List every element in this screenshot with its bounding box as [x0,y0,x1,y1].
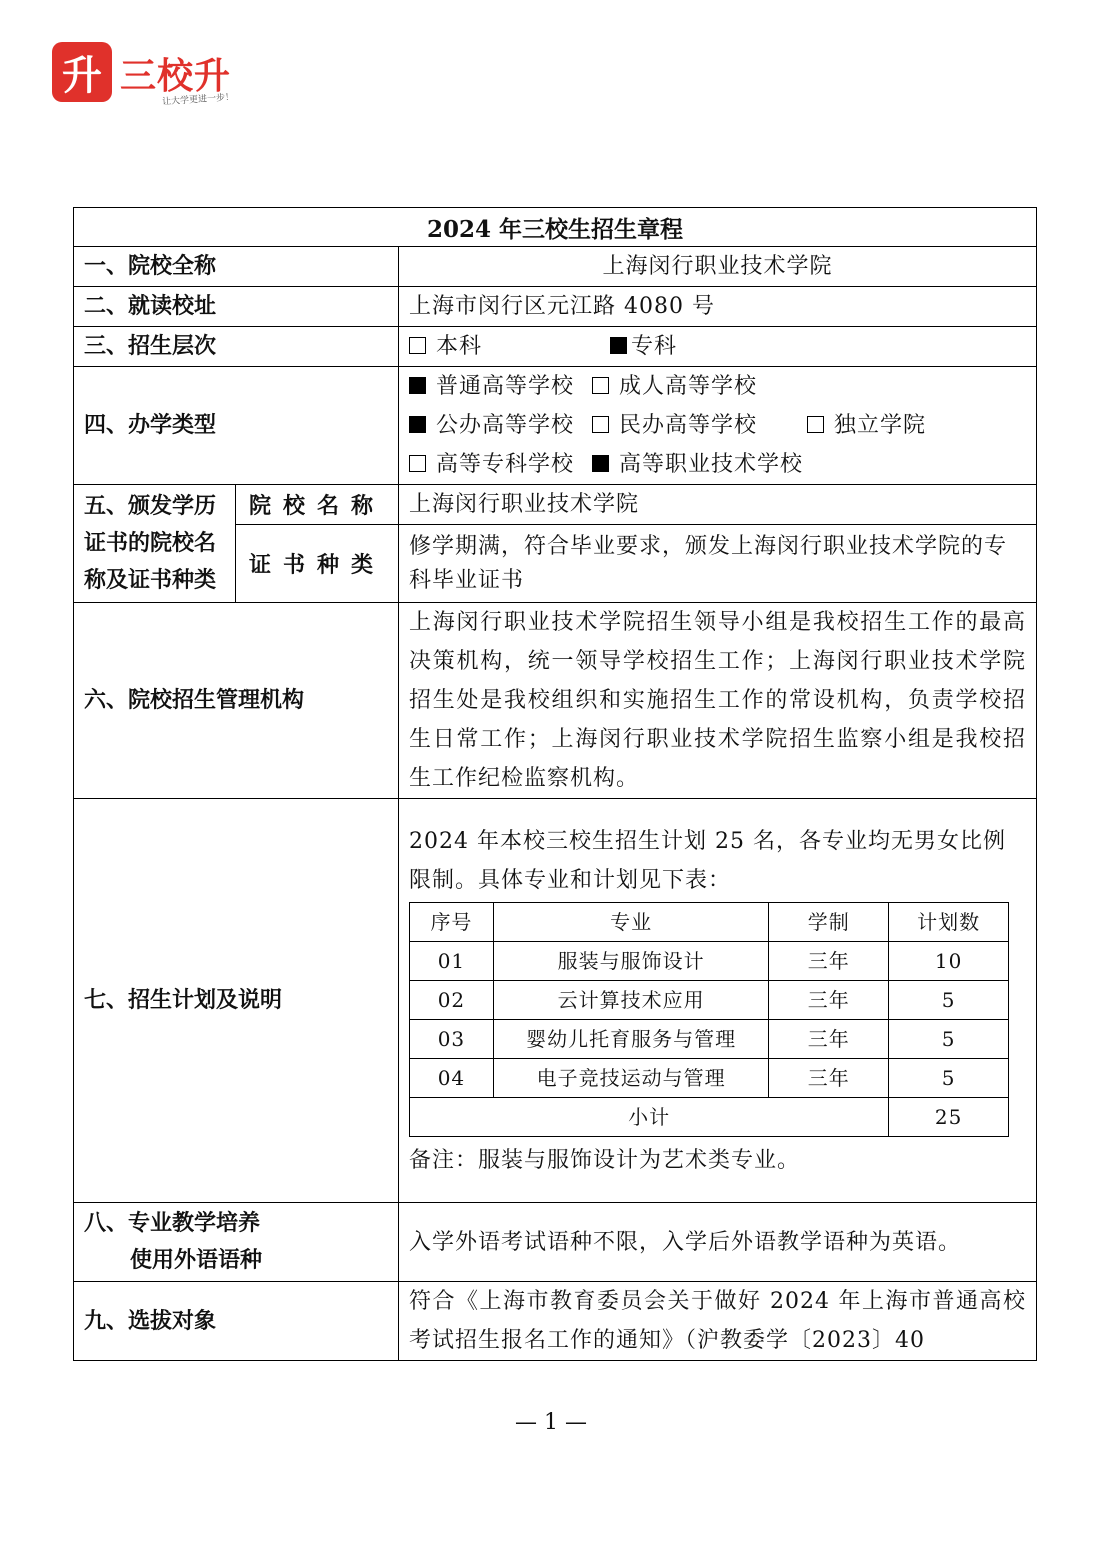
label-foreign-language [74,1203,399,1282]
plan-table [409,902,1009,1137]
value-school-type [399,367,1037,485]
table-row [410,941,1009,980]
cell-duration: 三年 [769,941,889,980]
checkbox-empty-icon [592,416,609,433]
cell-major: 婴幼儿托育服务与管理 [493,1019,768,1058]
logo-mark: 升 [52,42,112,102]
table-row [410,1019,1009,1058]
logo [52,42,252,112]
label-school-name: 一、院校全称 [74,247,399,287]
cell-no: 02 [410,980,494,1019]
value-issuer: 上海闵行职业技术学院 [399,485,1037,525]
checkbox-filled-icon [409,377,426,394]
cell-duration: 三年 [769,1019,889,1058]
cell-count: 10 [889,941,1009,980]
label-eligibility: 九、选拔对象 [74,1282,399,1361]
option-independent-college: 独立学院 [834,413,927,438]
option-junior-college: 专科 [631,334,678,359]
cell-major: 电子竞技运动与管理 [493,1058,768,1097]
value-eligibility: 符合《上海市教育委员会关于做好 2024 年上海市普通高校考试招生报名工作的通知》（沪教委学〔2023〕40 [399,1282,1037,1361]
table-row [410,980,1009,1019]
cell-major: 服装与服饰设计 [493,941,768,980]
option-public-college: 公办高等学校 [436,413,575,438]
option-adult-college: 成人高等学校 [619,374,758,399]
cell-duration: 三年 [769,1058,889,1097]
label-enrollment-plan: 七、招生计划及说明 [74,799,399,1203]
plan-intro: 2024 年本校三校生招生计划 25 名，各专业均无男女比例限制。具体专业和计划见下表： [409,828,1006,893]
label-level: 三、招生层次 [74,327,399,367]
value-admission-office: 上海闵行职业技术学院招生领导小组是我校招生工作的最高决策机构，统一领导学校招生工作；上海闵行职业技术学院招生处是我校组织和实施招生工作的常设机构，负责学校招生日常工作；上海闵行职业技术学院招生监察小组是我校招生工作纪检监察机构。 [399,603,1037,799]
page-number: — 1 — [515,1410,587,1435]
header-major: 专业 [493,902,768,941]
label-address: 二、就读校址 [74,287,399,327]
cell-major: 云计算技术应用 [493,980,768,1019]
document-title: 2024 年三校生招生章程 [74,208,1037,247]
label-admission-office: 六、院校招生管理机构 [74,603,399,799]
option-vocational-college: 高等职业技术学校 [619,452,804,477]
checkbox-empty-icon [807,416,824,433]
checkbox-filled-icon [592,455,609,472]
value-level [399,327,1037,367]
option-regular-college: 普通高等学校 [436,374,575,399]
checkbox-empty-icon [409,455,426,472]
cell-count: 5 [889,980,1009,1019]
logo-name: 三校升 [120,56,232,97]
sublabel-issuer: 院校名称 [236,485,399,525]
option-bachelor: 本科 [436,334,483,359]
subtotal-row [410,1097,1009,1136]
value-address: 上海市闵行区元江路 4080 号 [399,287,1037,327]
value-foreign-language: 入学外语考试语种不限，入学后外语教学语种为英语。 [399,1203,1037,1282]
value-school-name: 上海闵行职业技术学院 [399,247,1037,287]
label-school-type: 四、办学类型 [74,367,399,485]
checkbox-empty-icon [409,337,426,354]
sublabel-certificate-type: 证书种类 [236,525,399,603]
label-foreign-language-line1: 八、专业教学培养 [84,1210,261,1236]
value-enrollment-plan [399,799,1037,1203]
checkbox-filled-icon [610,337,627,354]
admission-table [73,207,1037,1361]
option-private-college: 民办高等学校 [619,413,758,438]
value-certificate-type: 修学期满，符合毕业要求，颁发上海闵行职业技术学院的专科毕业证书 [399,525,1037,603]
checkbox-filled-icon [409,416,426,433]
checkbox-empty-icon [592,377,609,394]
table-row [410,1058,1009,1097]
cell-count: 5 [889,1058,1009,1097]
plan-header-row [410,902,1009,941]
option-specialized-college: 高等专科学校 [436,452,575,477]
label-certificate: 五、颁发学历证书的院校名称及证书种类 [74,485,236,603]
cell-no: 04 [410,1058,494,1097]
cell-duration: 三年 [769,980,889,1019]
header-duration: 学制 [769,902,889,941]
header-count: 计划数 [889,902,1009,941]
cell-count: 5 [889,1019,1009,1058]
cell-no: 03 [410,1019,494,1058]
header-no: 序号 [410,902,494,941]
subtotal-label: 小计 [410,1097,889,1136]
subtotal-value: 25 [889,1097,1009,1136]
logo-slogan: 让大学更进一步！ [161,92,235,108]
plan-note: 备注：服装与服饰设计为艺术类专业。 [409,1147,801,1173]
label-foreign-language-line2: 使用外语语种 [130,1247,263,1273]
cell-no: 01 [410,941,494,980]
